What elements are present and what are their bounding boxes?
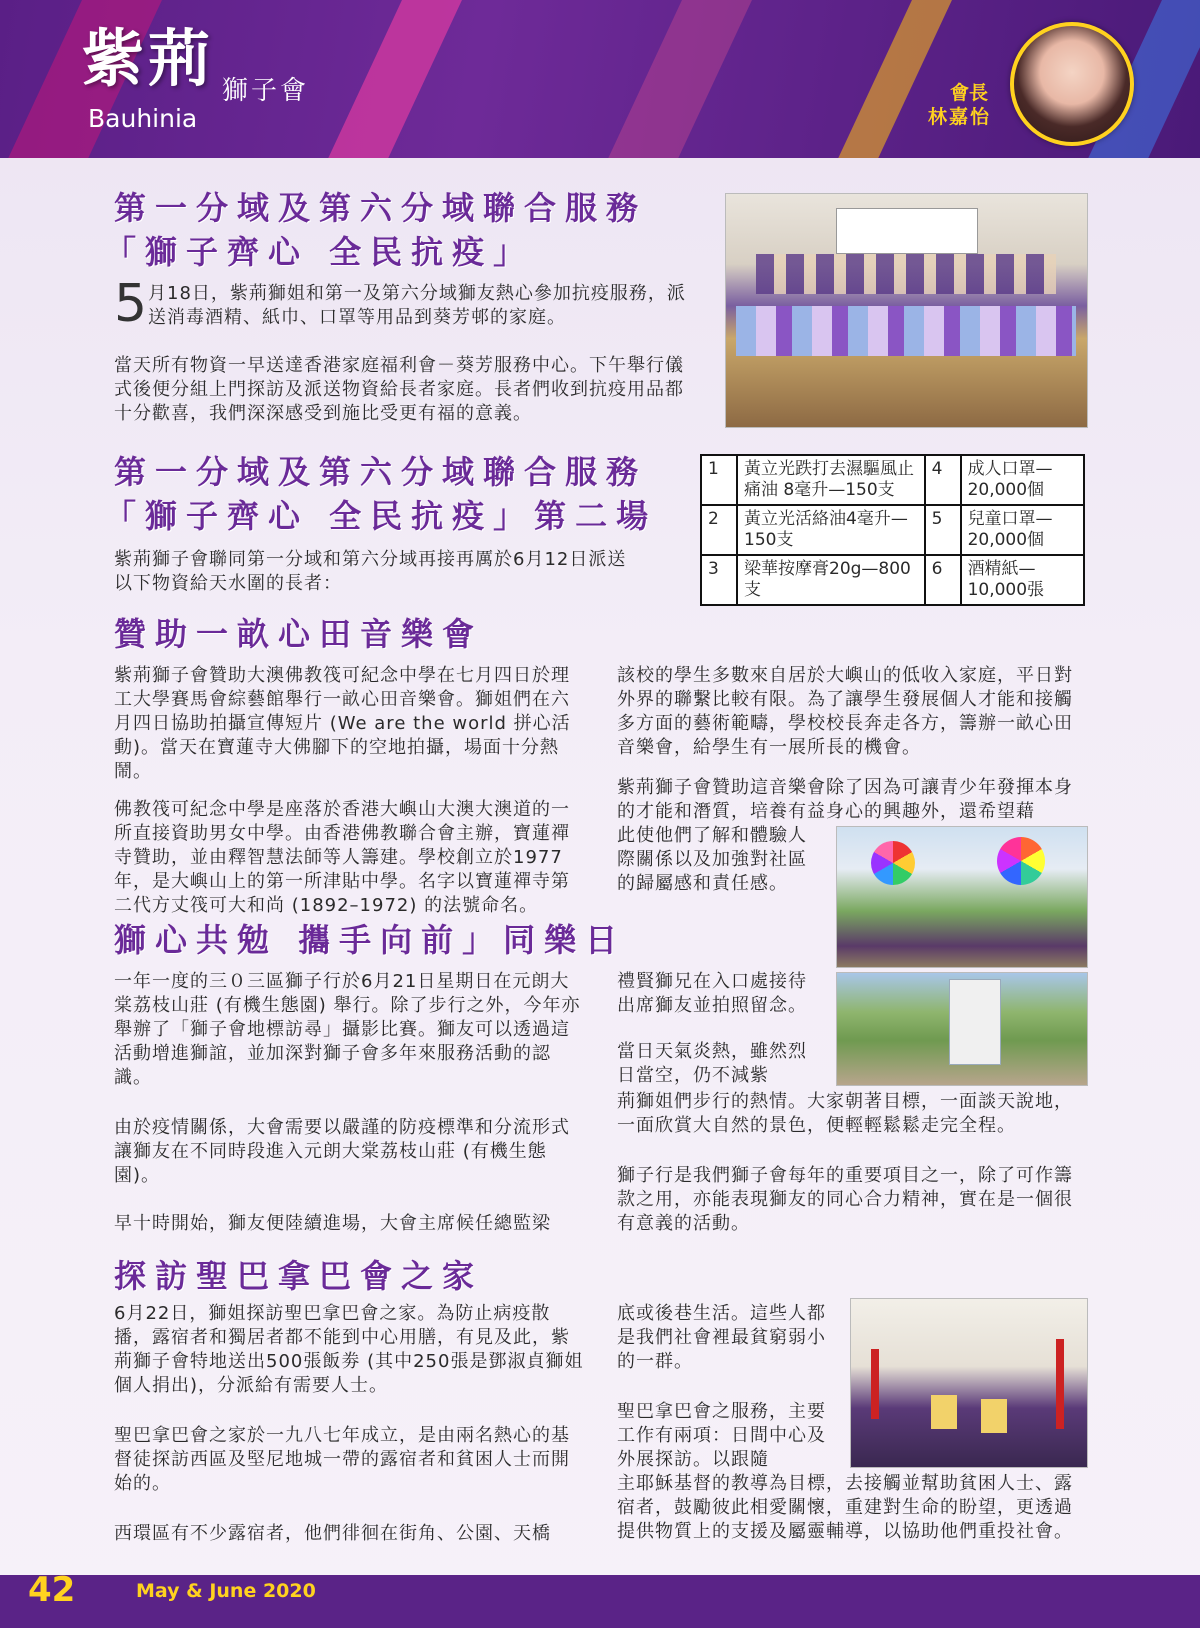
- section2-heading-line2: 「獅子齊心 全民抗疫」第二場: [104, 497, 658, 535]
- people-row: [756, 254, 1056, 294]
- table-row: [701, 555, 1084, 605]
- section1-para1: 月18日，紫荊獅姐和第一及第六分域獅友熱心參加抗疫服務，派送消毒酒精、紙巾、口罩等用品到葵芳邨的家庭。: [148, 283, 686, 328]
- section3-photo: [836, 826, 1088, 968]
- decor-ray: [579, 0, 770, 158]
- supplies-shape: [736, 306, 1076, 356]
- decor-ray: [809, 0, 970, 158]
- section3-right-para1: 該校的學生多數來自居於大嶼山的低收入家庭，平日對外界的聯繫比較有限。為了讓學生發展個人才能和接觸多方面的藝術範疇，學校校長奔走各方，籌辦一畝心田音樂會，給學生有一展所長的機會。: [617, 665, 1073, 758]
- table-cell: 6: [925, 555, 961, 605]
- goods-table: [700, 454, 1085, 606]
- section1-heading-line2: 「獅子齊心 全民抗疫」: [104, 233, 535, 271]
- couplet-shape: [871, 1349, 879, 1419]
- table-cell: 兒童口罩—20,000個: [961, 505, 1084, 555]
- table-cell: 4: [925, 455, 961, 505]
- table-cell: 黃立光跌打去濕驅風止痛油 8毫升—150支: [737, 455, 925, 505]
- section4-right-para3: 獅子行是我們獅子會每年的重要項目之一，除了可作籌款之用，亦能表現獅友的同心合力精神，實在是一個很有意義的活動。: [617, 1165, 1073, 1234]
- banner-shape: [836, 208, 978, 254]
- table-cell: 黃立光活絡油4毫升—150支: [737, 505, 925, 555]
- section5-right-para1: 底或後巷生活。這些人都是我們社會裡最貧窮弱小的一群。: [617, 1303, 826, 1372]
- table-cell: 成人口罩—20,000個: [961, 455, 1084, 505]
- club-subtitle: 獅子會: [222, 76, 310, 106]
- pinwheel-shape: [997, 837, 1045, 885]
- section4-right-para2a: 當日天氣炎熱，雖然烈日當空，仍不減紫: [617, 1041, 807, 1086]
- section3-left-para1: 紫荊獅子會贊助大澳佛教筏可紀念中學在七月四日於理工大學賽馬會綜藝館舉行一畝心田音樂會。獅姐們在六月四日協助拍攝宣傳短片 (We are the world 拼心活動)。當天在寶蓮寺大佛腳下的空地拍攝，場面十分熱鬧。: [114, 665, 571, 782]
- table-cell: 3: [701, 555, 737, 605]
- section5-heading: 探訪聖巴拿巴會之家: [114, 1257, 484, 1295]
- section5-right-para2b: 主耶穌基督的教導為目標，去接觸並幫助貧困人士、露宿者，鼓勵彼此相愛關懷，重建對生命的盼望，更透過提供物質上的支援及屬靈輔導，以協助他們重投社會。: [617, 1473, 1073, 1542]
- section4-left-para2: 由於疫情關係，大會需要以嚴謹的防疫標準和分流形式讓獅友在不同時段進入元朗大棠荔枝山莊 (有機生態園)。: [114, 1117, 570, 1186]
- banner-shape: [949, 979, 1001, 1065]
- section3-right-para2b: 此使他們了解和體驗人際關係以及加強對社區的歸屬感和責任感。: [617, 825, 807, 894]
- section4-photo: [836, 972, 1088, 1086]
- section5-left-para1: 6月22日，獅姐探訪聖巴拿巴會之家。為防止病疫散播，露宿者和獨居者都不能到中心用膳，有見及此，紫荊獅子會特地送出500張飯劵 (其中250張是鄧淑貞獅姐個人捐出)，分派給有需要人士。: [114, 1303, 584, 1396]
- certificate-shape: [981, 1399, 1007, 1433]
- section4-left-para3: 早十時開始，獅友便陸續進場，大會主席候任總監梁: [114, 1213, 551, 1234]
- club-title-english: Bauhinia: [88, 104, 198, 133]
- pinwheel-shape: [871, 841, 915, 885]
- section3-left-para2: 佛教筏可紀念中學是座落於香港大嶼山大澳大澳道的一所直接資助男女中學。由香港佛教聯合會主辦，寶蓮禪寺贊助，並由釋智慧法師等人籌建。學校創立於1977年，是大嶼山上的第一所津貼中學。名字以寶蓮禪寺第二代方丈筏可大和尚 (1892–1972) 的法號命名。: [114, 799, 570, 916]
- section1-para2: 當天所有物資一早送達香港家庭福利會－葵芳服務中心。下午舉行儀式後便分組上門探訪及派送物資給長者家庭。長者們收到抗疫用品都十分歡喜，我們深深感受到施比受更有福的意義。: [114, 355, 684, 424]
- president-portrait: [1010, 22, 1134, 146]
- table-cell: 1: [701, 455, 737, 505]
- section4-right-para2b: 荊獅姐們步行的熱情。大家朝著目標，一面談天說地，一面欣賞大自然的景色，便輕輕鬆鬆走完全程。: [617, 1091, 1073, 1136]
- section1-photo: [725, 193, 1088, 428]
- section4-left-para1: 一年一度的三０三區獅子行於6月21日星期日在元朗大棠荔枝山莊 (有機生態園) 舉行。除了步行之外，今年亦舉辦了「獅子會地標訪尋」攝影比賽。獅友可以透過這活動增進獅誼，並加深對獅子會多年來服務活動的認識。: [114, 971, 581, 1088]
- dropcap: 5: [114, 274, 148, 334]
- section1-heading-line1: 第一分域及第六分域聯合服務: [114, 189, 648, 227]
- certificate-shape: [931, 1395, 957, 1429]
- issue-date: May & June 2020: [136, 1580, 316, 1602]
- table-row: [701, 455, 1084, 505]
- section2-heading-line1: 第一分域及第六分域聯合服務: [114, 453, 648, 491]
- section3-heading: 贊助一畝心田音樂會: [114, 615, 484, 653]
- table-cell: 酒精紙—10,000張: [961, 555, 1084, 605]
- president-name: 林嘉怡: [928, 106, 992, 128]
- decor-ray: [299, 0, 480, 158]
- section5-left-para3: 西環區有不少露宿者，他們徘徊在街角、公園、天橋: [114, 1523, 551, 1544]
- section4-right-para1: 禮賢獅兄在入口處接待出席獅友並拍照留念。: [617, 971, 807, 1016]
- section5-left-para2: 聖巴拿巴會之家於一九八七年成立，是由兩名熱心的基督徒探訪西區及堅尼地城一帶的露宿者和貧困人士而開始的。: [114, 1425, 570, 1494]
- table-cell: 梁華按摩膏20g—800支: [737, 555, 925, 605]
- table-cell: 5: [925, 505, 961, 555]
- section5-photo: [850, 1298, 1088, 1468]
- president-title: 會長: [950, 82, 989, 104]
- page-number: 42: [28, 1570, 76, 1610]
- section3-right-para2a: 紫荊獅子會贊助這音樂會除了因為可讓青少年發揮本身的才能和潛質，培養有益身心的興趣外，還希望藉: [617, 777, 1073, 822]
- table-cell: 2: [701, 505, 737, 555]
- club-title: 紫荊: [82, 22, 215, 95]
- section5-right-para2a: 聖巴拿巴會之服務，主要工作有兩項：日間中心及外展探訪。以跟隨: [617, 1401, 826, 1470]
- section2-para: 紫荊獅子會聯同第一分域和第六分域再接再厲於6月12日派送以下物資給天水圍的長者：: [114, 549, 627, 594]
- section4-heading: 獅心共勉 攜手向前」同樂日: [114, 921, 627, 959]
- couplet-shape: [1056, 1339, 1064, 1429]
- table-row: [701, 505, 1084, 555]
